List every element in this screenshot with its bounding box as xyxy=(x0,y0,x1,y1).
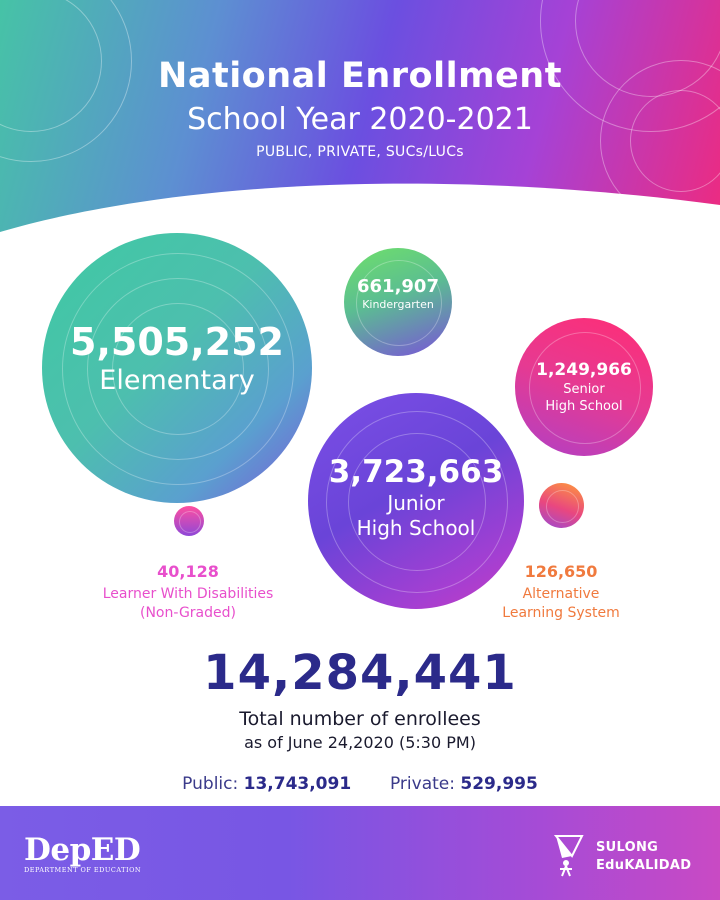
elementary-label: Elementary xyxy=(99,365,255,396)
als-label xyxy=(466,585,656,623)
als-label-2: Learning System xyxy=(502,605,620,621)
private-label: Private: xyxy=(389,774,455,794)
lwd-label-1: Learner With Disabilities xyxy=(102,586,274,602)
lwd-bubble xyxy=(174,506,204,536)
junior-high-count: 3,723,663 xyxy=(328,454,504,490)
public-private-split xyxy=(0,774,720,794)
lwd-label-2: (Non-Graded) xyxy=(140,605,236,621)
elementary-count: 5,505,252 xyxy=(70,320,284,364)
kindergarten-bubble xyxy=(344,248,452,356)
senior-high-label-2: High School xyxy=(545,399,623,414)
kite-icon xyxy=(548,832,590,878)
deped-logo-text: DepED xyxy=(24,832,141,868)
als-bubble xyxy=(539,483,584,528)
senior-high-count: 1,249,966 xyxy=(536,360,632,380)
elementary-bubble xyxy=(42,233,312,503)
junior-high-label-2: High School xyxy=(356,516,476,540)
sulong-edukalidad-logo xyxy=(548,832,708,878)
scope-label: PUBLIC, PRIVATE, SUCs/LUCs xyxy=(256,144,464,160)
junior-high-label-1: Junior xyxy=(387,491,445,515)
total-label-2: as of June 24,2020 (5:30 PM) xyxy=(244,733,476,752)
senior-high-label-1: Senior xyxy=(563,382,605,397)
page-subtitle: School Year 2020-2021 xyxy=(187,102,533,137)
header-wave xyxy=(0,0,720,280)
lwd-count: 40,128 xyxy=(157,562,219,581)
public-value: 13,743,091 xyxy=(243,774,352,794)
deped-logo xyxy=(24,832,141,874)
total-count: 14,284,441 xyxy=(203,645,517,701)
lwd-label xyxy=(62,585,314,623)
kindergarten-label: Kindergarten xyxy=(362,298,434,311)
page-title: National Enrollment xyxy=(158,56,562,96)
sulong-line-1: SULONG xyxy=(596,840,659,855)
als-count: 126,650 xyxy=(524,562,598,581)
public-label: Public: xyxy=(182,774,239,794)
kindergarten-count: 661,907 xyxy=(357,276,439,297)
deped-logo-subtitle: DEPARTMENT OF EDUCATION xyxy=(24,866,142,874)
sulong-line-2: EduKALIDAD xyxy=(596,858,692,873)
senior-high-bubble xyxy=(515,318,653,456)
als-label-1: Alternative xyxy=(522,586,600,602)
total-label-1: Total number of enrollees xyxy=(239,708,481,730)
private-value: 529,995 xyxy=(460,774,538,794)
